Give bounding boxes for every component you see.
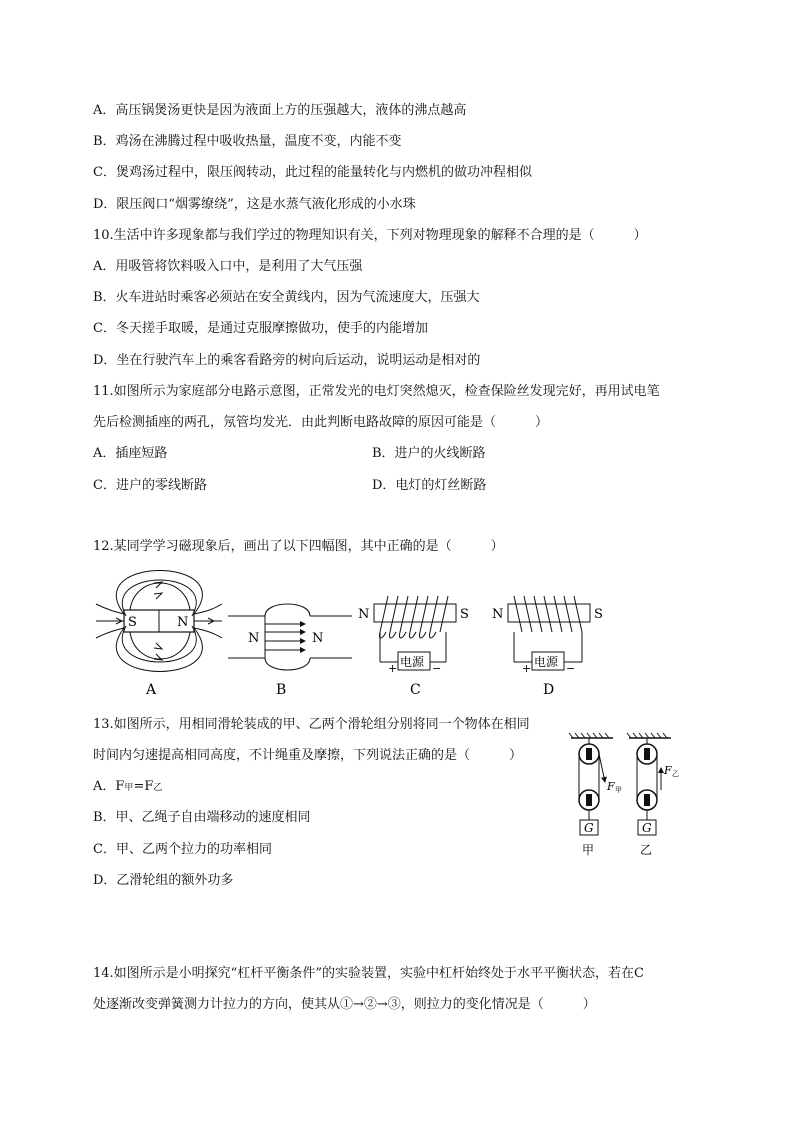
q13-option-b: B．甲、乙绳子自由端移动的速度相同 [93,810,311,825]
svg-text:F: F [607,780,615,793]
svg-text:G: G [642,821,652,835]
q10-option-b: B．火车进站时乘客必须站在安全黄线内，因为气流速度大，压强大 [93,290,480,305]
q11-option-b: B．进户的火线断路 [372,446,486,461]
q13-pulley-figure [565,730,695,860]
svg-text:+: + [522,662,532,675]
svg-text:+: + [388,662,398,675]
q9-option-c: C．煲鸡汤过程中，限压阀转动，此过程的能量转化与内燃机的做功冲程相似 [93,165,532,180]
q13-stem-line1: 13.如图所示，用相同滑轮装成的甲、乙两个滑轮组分别将同一个物体在相同 [93,717,530,732]
q13-option-d: D．乙滑轮组的额外功多 [93,873,234,888]
q13-option-a: A．F甲=F乙 [93,779,163,794]
q9-option-a: A．高压锅煲汤更快是因为液面上方的压强越大，液体的沸点越高 [93,103,467,118]
q13-stem-line2: 时间内匀速提高相同高度，不计绳重及摩擦，下列说法正确的是（ ） [93,748,523,763]
q12-stem: 12.某同学学习磁现象后，画出了以下四幅图，其中正确的是（ ） [93,539,504,554]
q12-figures [90,566,650,706]
svg-text:N: N [312,631,324,646]
q10-option-a: A．用吸管将饮料吸入口中，是利用了大气压强 [93,259,363,274]
q13-option-c: C．甲、乙两个拉力的功率相同 [93,842,272,857]
svg-text:F: F [664,764,672,777]
q11-option-c: C．进户的零线断路 [93,478,207,493]
svg-text:N: N [358,607,370,622]
svg-text:N: N [492,607,504,622]
svg-text:S: S [460,607,469,622]
q9-option-b: B．鸡汤在沸腾过程中吸收热量，温度不变，内能不变 [93,134,402,149]
q11-stem-line1: 11.如图所示为家庭部分电路示意图，正常发光的电灯突然熄灭，检查保险丝发现完好，再用试电笔 [93,384,660,399]
svg-text:乙: 乙 [672,770,679,778]
svg-text:−: − [432,662,442,675]
figure-b [228,604,352,698]
q10-option-d: D．坐在行驶汽车上的乘客看路旁的树向后运动，说明运动是相对的 [93,353,481,368]
svg-text:电源: 电源 [534,655,559,669]
pulley-yi [637,738,679,857]
svg-text:S: S [594,607,603,622]
q11-option-d: D．电灯的灯丝断路 [372,478,487,493]
q14-stem-line1: 14.如图所示是小明探究“杠杆平衡条件”的实验装置，实验中杠杆始终处于水平平衡状态，若在C [93,966,644,981]
svg-text:N: N [248,631,260,646]
svg-text:C: C [410,682,421,698]
figure-c [358,596,469,698]
figure-d [492,596,603,698]
svg-text:G: G [584,821,594,835]
svg-text:甲: 甲 [582,843,595,857]
svg-text:甲: 甲 [615,786,622,794]
svg-text:D: D [543,682,555,698]
svg-text:A: A [146,682,157,698]
svg-text:B: B [276,682,287,698]
q11-stem-line2: 先后检测插座的两孔，氖管均发光．由此判断电路故障的原因可能是（ ） [93,415,549,430]
svg-text:乙: 乙 [640,843,653,857]
svg-text:S: S [128,615,137,630]
figure-a [96,571,222,699]
svg-text:电源: 电源 [400,655,425,669]
q9-option-d: D．限压阀口“烟雾缭绕”，这是水蒸气液化形成的小水珠 [93,197,416,212]
svg-text:N: N [177,615,189,630]
svg-text:−: − [566,662,576,675]
q10-stem: 10.生活中许多现象都与我们学过的物理知识有关，下列对物理现象的解释不合理的是（ ） [93,228,647,243]
q11-option-a: A．插座短路 [93,446,168,461]
q10-option-c: C．冬天搓手取暖，是通过克服摩擦做功，使手的内能增加 [93,321,428,336]
pulley-jia [579,738,622,857]
q14-stem-line2: 处逐渐改变弹簧测力计拉力的方向，使其从①→②→③，则拉力的变化情况是（ ） [93,997,596,1012]
